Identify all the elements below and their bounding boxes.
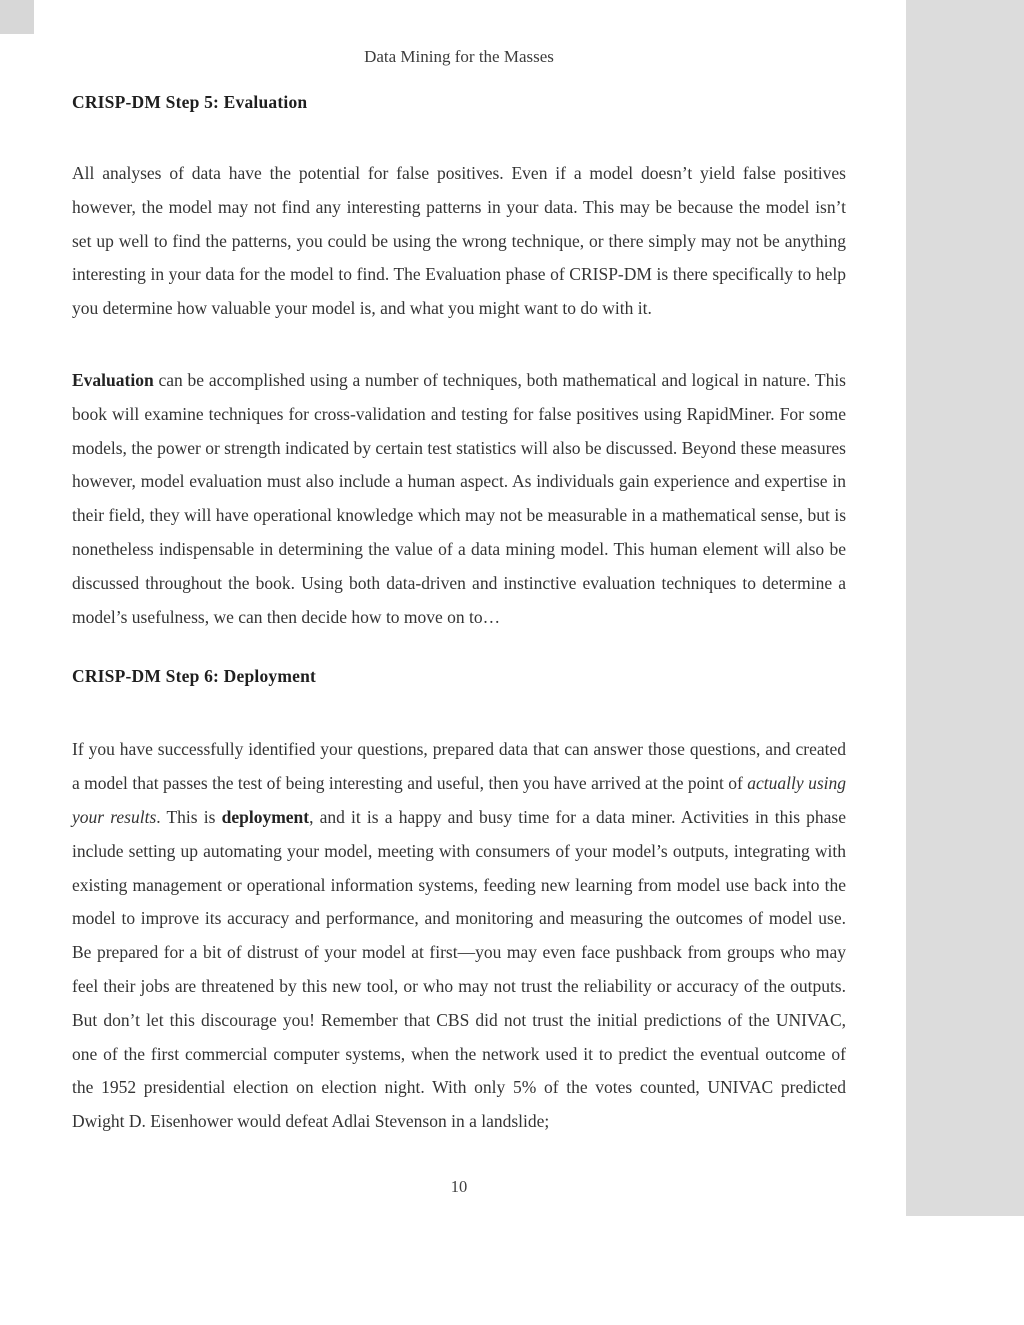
scan-edge-strip-artifact bbox=[906, 0, 1024, 1216]
running-header bbox=[72, 0, 846, 67]
paragraph-text: All analyses of data have the potential for false positives. Even if a model doesn’t yield false positives however, the model may not find any interesting patterns in your data. This may be because the model isn’t set up well to find the patterns, you could be using the wrong technique, or there simply may not be anything interesting in your data for the model to find. The Evaluation phase of CRISP-DM is there specifically to help you determine how valuable your model is, and what you might want to do with it. bbox=[72, 163, 846, 319]
scan-corner-artifact bbox=[0, 0, 34, 34]
running-header-title: Data Mining for the Masses bbox=[364, 47, 554, 66]
paragraph-deployment bbox=[72, 733, 846, 1139]
section-heading-step5-evaluation: CRISP-DM Step 5: Evaluation bbox=[72, 92, 308, 112]
bold-term-evaluation: Evaluation bbox=[72, 369, 154, 390]
page-content bbox=[72, 0, 846, 1197]
paragraph-evaluation-intro bbox=[72, 157, 846, 326]
paragraph-text: , and it is a happy and busy time for a data miner. Activities in this phase include setting up automating your model, meeting with consumers of your model’s outputs, integrating with existing management or operational information systems, feeding new learning from model use back into the model to improve its accuracy and performance, and monitoring and measuring the outcomes of model use. Be prepared for a bit of distrust of your model at first—you may even face pushback from groups who may feel their jobs are threatened by this new tool, or who may not trust the reliability or accuracy of the outputs. But don’t let this discourage you! Remember that CBS did not trust the initial predictions of the UNIVAC, one of the first commercial computer systems, when the network used it to predict the eventual outcome of the 1952 presidential election on election night. With only 5% of the votes counted, UNIVAC predicted Dwight D. Eisenhower would defeat Adlai Stevenson in a landslide; bbox=[72, 806, 847, 1132]
bold-term-deployment: deployment bbox=[221, 806, 310, 827]
paragraph-text: . This is bbox=[156, 806, 222, 827]
italic-phrase-actually-using-your-results: actually using your results bbox=[72, 773, 846, 827]
paragraph-evaluation-techniques bbox=[72, 364, 846, 634]
paragraph-text: If you have successfully identified your questions, prepared data that can answer those questions, and created a model that passes the test of being interesting and useful, then you have arrived at the point of bbox=[72, 739, 846, 794]
page-number: 10 bbox=[450, 1176, 468, 1196]
section-heading-step6-deployment: CRISP-DM Step 6: Deployment bbox=[72, 666, 317, 687]
paragraph-text: can be accomplished using a number of techniques, both mathematical and logical in nature. This book will examine techniques for cross-validation and testing for false positives using RapidMiner. For some models, the power or strength indicated by certain test statistics will also be discussed. Beyond these measures however, model evaluation must also include a human aspect. As individuals gain experience and expertise in their field, they will have operational knowledge which may not be measurable in a mathematical sense, but is nonetheless indispensable in determining the value of a data mining model. This human element will also be discussed throughout the book. Using both data-driven and instinctive evaluation techniques to determine a model’s usefulness, we can then decide how to move on to… bbox=[72, 369, 846, 627]
